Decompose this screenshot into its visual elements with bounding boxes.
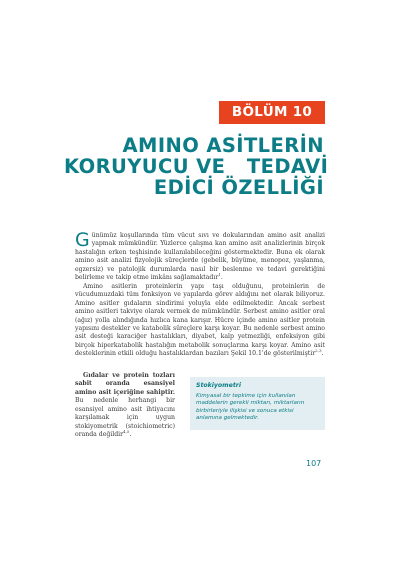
title-line-1: AMINO ASİTLERİN (122, 134, 324, 157)
paragraph-2: Amino asitlerin proteinlerin yapı taşı olduğunu, proteinlerin de vücudumuzdaki tüm fonksiyon ve yapılarda görev aldığını net olarak biliyoruz. Amino asitler gıdaların sindirimi yoluyla elde edilmektedir. Ancak serbest amino asitleri takviye olarak vermek de mümkündür. Serbest amino asitler oral (ağız) yolla alındığında hızlıca kana karışır. Hücre içinde amino asitler protein yapısını destekler ve katabolik süreçlere karşı koyar. Bu nedenle serbest amino asit desteği karaciğer hastalıkları, diyabet, kalp yetmezliği, enfeksiyon gibi birçok hiperkatabolik hastalığın metabolik sonuçlarına karşı koyar. Amino asit desteklerinin etkili olduğu hastalıklardan bazıları Şekil 10.1'de gösterilmiştir$^{2,3}$. (75, 282, 325, 358)
body-text (75, 229, 325, 359)
title-line-3: EDİCİ ÖZELLİĞİ (153, 176, 324, 199)
chapter-badge: BÖLÜM 10 (219, 101, 325, 124)
drop-cap: G (75, 229, 90, 251)
paragraph-3-bold: Gıdalar ve protein tozları sabit oranda esansiyel amino asit içeriğine sahiptir. (75, 372, 175, 396)
info-box-title: Stokiyometri (196, 382, 241, 389)
citation-3: 4,5 (123, 429, 130, 435)
paragraph-3-text: Bu nedenle herhangi bir esansiyel amino asit ihtiyacını karşılamak için uygun stokiyometrik (stoichiometric) oranda değildir (75, 397, 175, 439)
citation-1: 1 (218, 272, 221, 278)
title-line-2: KORUYUCU VE TEDAVİ (64, 155, 329, 178)
paragraph-2-text: Amino asitlerin proteinlerin yapı taşı olduğunu, proteinlerin de vücudumuzdaki tüm fonksiyon ve yapılarda görev aldığını net olarak biliyoruz. Amino asitler gıdaların sindirimi yoluyla elde edilmektedir. Ancak serbest amino asitleri takviye olarak vermek de mümkündür. Serbest amino asitler oral (ağız) yolla alındığında hızlıca kana karışır. Hücre içinde amino asitler protein yapısını destekler ve katabolik süreçlere karşı koyar. Bu nedenle serbest amino asit desteği karaciğer hastalıkları, diyabet, kalp yetmezliği, enfeksiyon gibi birçok hiperkatabolik hastalığın metabolik sonuçlarına karşı koyar. Amino asit desteklerinin etkili olduğu hastalıklardan bazıları Şekil 10.1'de gösterilmiştir (75, 282, 325, 358)
paragraph-1-text: ünümüz koşullarında tüm vücut sıvı ve dokularından amino asit analizi yapmak mümkündür. Yüzlerce çalışma kan amino asit analizlerinin birçok hastalığın erken teşhisinde kullanılabileceğini göstermektedir. Buna ek olarak amino asit analizi fizyolojik süreçlerde (gebelik, büyüme, menopoz, yaşlanma, egzersiz) ve patolojik durumlarda nasıl bir beslenme ve tedavi gerektiğini belirleme ve takip etme imkânı sağlamaktadır (75, 232, 325, 282)
info-box (190, 377, 325, 430)
lower-section (75, 372, 325, 440)
paragraph-3: Gıdalar ve protein tozları sabit oranda esansiyel amino asit içeriğine sahiptir. Bu nedenle herhangi bir esansiyel amino asit ihtiyacını karşılamak için uygun stokiyometrik (stoichiometric) oranda değildir$^{4,5}$. (75, 372, 175, 439)
info-box-text: Kimyasal bir tepkime için kullanılan maddelerin gerekli miktarı, miktarların birbirleriyle ilişkisi ve sonuca etkisi anlamına gelmektedir. (196, 393, 305, 422)
paragraph-1: Günümüz koşullarında tüm vücut sıvı ve dokularından amino asit analizi yapmak mümkündür. Yüzlerce çalışma kan amino asit analizlerinin birçok hastalığın erken teşhisinde kullanılabileceğini göstermektedir. Buna ek olarak amino asit analizi fizyolojik süreçlerde (gebelik, büyüme, menopoz, yaşlanma, egzersiz) ve patolojik durumlarda nasıl bir beslenme ve tedavi gerektiğini belirleme ve takip etme imkânı sağlamaktadır$^1$. (75, 229, 325, 282)
citation-2: 2,3 (315, 348, 322, 354)
page-number: 107 (306, 459, 322, 468)
chapter-title (64, 134, 329, 199)
